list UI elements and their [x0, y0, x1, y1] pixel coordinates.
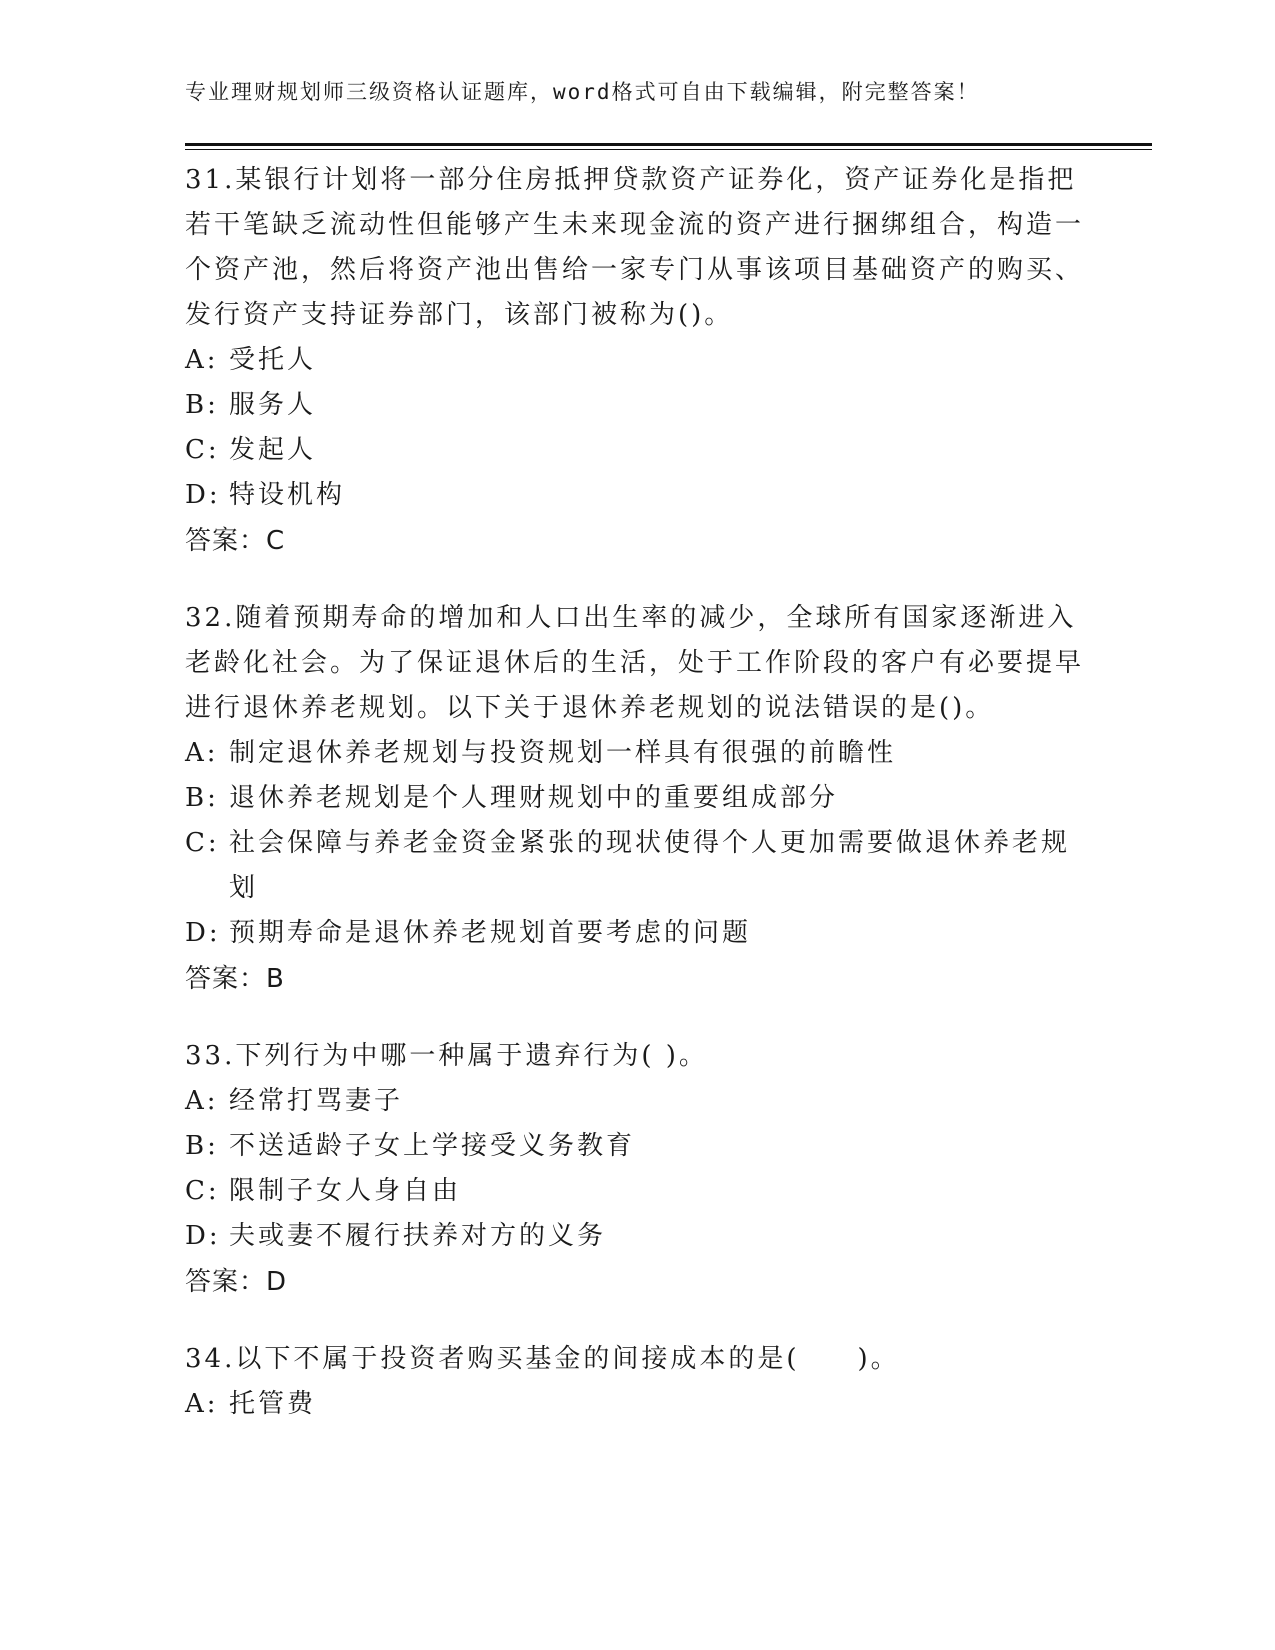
option-key: C:: [185, 828, 220, 858]
option-text: 限制子女人身自由: [229, 1176, 462, 1206]
answer-label: 答案：: [185, 964, 267, 994]
option-text: 服务人: [229, 390, 317, 420]
option-key: A:: [185, 1389, 219, 1419]
question-31: [185, 158, 1085, 564]
answer-line: [185, 956, 1085, 1002]
option-key: A:: [185, 1086, 219, 1116]
option-key: A:: [185, 345, 219, 375]
option-key: D:: [185, 918, 221, 948]
question-stem: 34.以下不属于投资者购买基金的间接成本的是( )。: [185, 1344, 900, 1374]
header-rule-thin: [185, 149, 1152, 150]
option-text: 发起人: [229, 435, 317, 465]
option-text: 制定退休养老规划与投资规划一样具有很强的前瞻性: [229, 738, 897, 768]
option-text: 托管费: [229, 1389, 317, 1419]
option-c: [185, 821, 1085, 911]
option-text: 不送适龄子女上学接受义务教育: [229, 1131, 636, 1161]
option-text: 夫或妻不履行扶养对方的义务: [229, 1221, 607, 1251]
option-text: 经常打骂妻子: [229, 1086, 404, 1116]
option-b: [185, 776, 1085, 821]
option-key: D:: [185, 480, 221, 510]
question-stem: 33.下列行为中哪一种属于遗弃行为( )。: [185, 1041, 708, 1071]
questions-list: [185, 158, 1085, 1459]
option-key: B:: [185, 783, 219, 813]
question-stem: 32.随着预期寿命的增加和人口出生率的减少，全球所有国家逐渐进入老龄化社会。为了保证退休后的生活，处于工作阶段的客户有必要提早进行退休养老规划。以下关于退休养老规划的说法错误的是()。: [185, 603, 1085, 723]
option-key: B:: [185, 390, 219, 420]
header-rule-thick: [185, 143, 1152, 146]
option-c: [185, 1169, 1085, 1214]
question-34: [185, 1337, 1085, 1427]
option-b: [185, 1124, 1085, 1169]
answer-value: B: [266, 964, 285, 994]
option-key: A:: [185, 738, 219, 768]
question-32: [185, 596, 1085, 1002]
option-text: 预期寿命是退休养老规划首要考虑的问题: [229, 918, 752, 948]
answer-label: 答案：: [185, 1267, 267, 1297]
option-key: B:: [185, 1131, 219, 1161]
option-d: [185, 911, 1085, 956]
question-33: [185, 1034, 1085, 1305]
option-text: 社会保障与养老金资金紧张的现状使得个人更加需要做退休养老规划: [229, 828, 1071, 903]
option-d: [185, 1214, 1085, 1259]
option-a: [185, 1382, 1085, 1427]
option-d: [185, 473, 1085, 518]
option-key: D:: [185, 1221, 221, 1251]
answer-line: [185, 518, 1085, 564]
option-text: 受托人: [229, 345, 317, 375]
question-stem: 31.某银行计划将一部分住房抵押贷款资产证券化，资产证券化是指把若干笔缺乏流动性但能够产生未来现金流的资产进行捆绑组合，构造一个资产池，然后将资产池出售给一家专门从事该项目基础资产的购买、发行资产支持证券部门，该部门被称为()。: [185, 165, 1085, 330]
answer-value: D: [266, 1267, 288, 1297]
option-c: [185, 428, 1085, 473]
option-a: [185, 338, 1085, 383]
answer-line: [185, 1259, 1085, 1305]
option-b: [185, 383, 1085, 428]
option-text: 退休养老规划是个人理财规划中的重要组成部分: [229, 783, 839, 813]
option-text: 特设机构: [229, 480, 346, 510]
answer-label: 答案：: [185, 526, 267, 556]
option-a: [185, 1079, 1085, 1124]
answer-value: C: [266, 526, 286, 556]
option-a: [185, 731, 1085, 776]
option-key: C:: [185, 435, 220, 465]
option-key: C:: [185, 1176, 220, 1206]
page-header: 专业理财规划师三级资格认证题库，word格式可自由下载编辑，附完整答案！: [185, 80, 980, 104]
